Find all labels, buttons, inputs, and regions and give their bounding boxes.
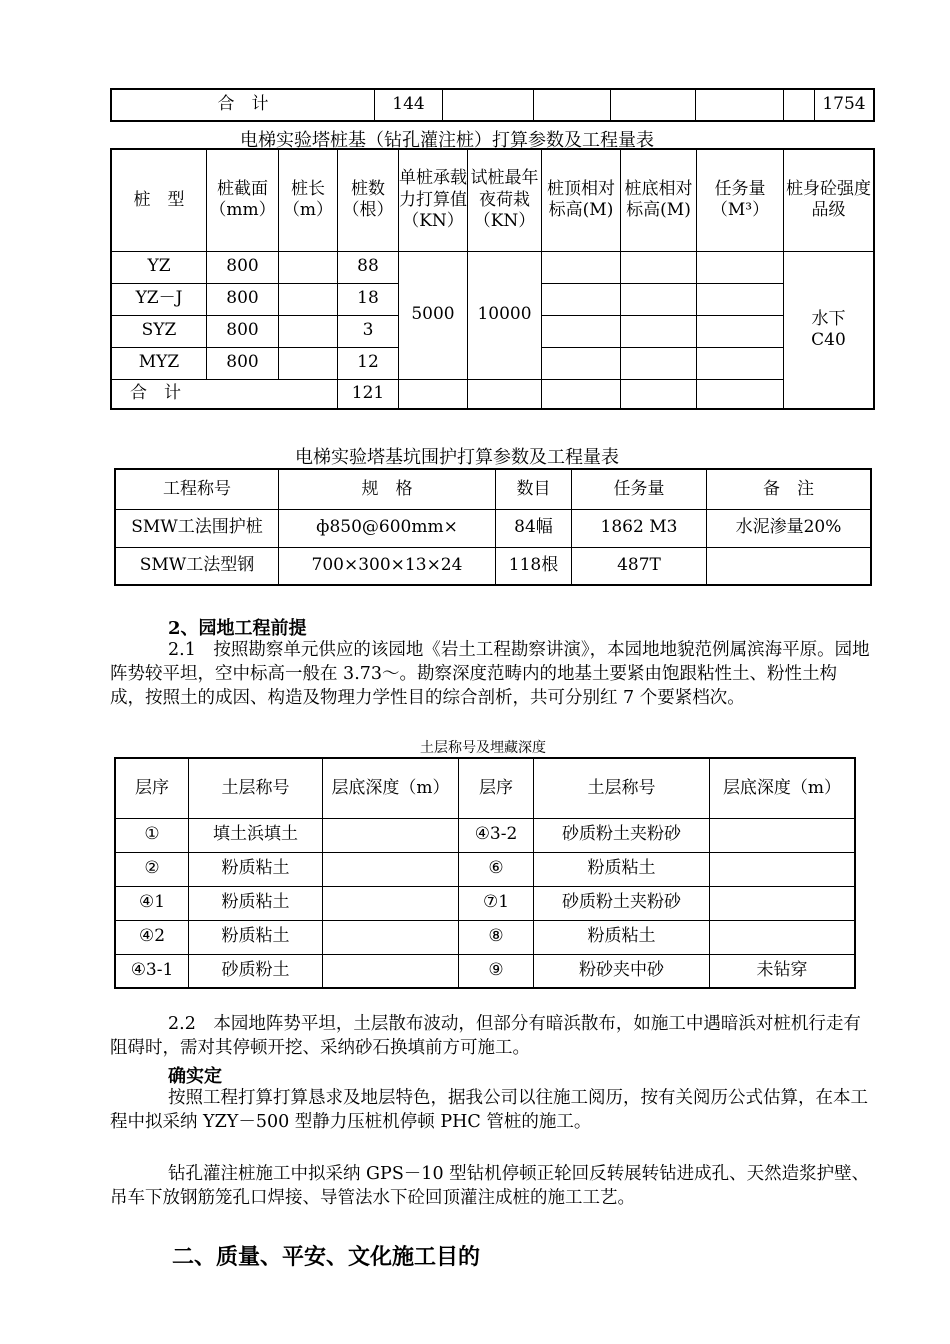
cell: 800 [207, 347, 279, 379]
cell [697, 347, 784, 379]
cell: 800 [207, 251, 279, 283]
retaining-table [114, 468, 872, 586]
cell: 粉质粘土 [534, 920, 710, 954]
cell [443, 89, 534, 121]
cell: 填土浜填土 [189, 818, 323, 852]
cell [542, 283, 621, 315]
cell: 1754 [815, 89, 875, 121]
cell: ④3-2 [459, 818, 534, 852]
paragraph: 钻孔灌注桩施工中拟采纳 GPS－10 型钻机停顿正轮回反转展转钻进成孔、天然造浆护壁、吊车下放钢筋笼孔口焊接、导管法水下砼回顶灌注成桩的施工工艺。 [110, 1164, 870, 1208]
cell [621, 315, 697, 347]
cell: 粉质粘土 [189, 852, 323, 886]
cell: SYZ [111, 315, 207, 347]
cell: SMW工法型钢 [115, 547, 279, 585]
paragraph: 2.1 按照勘察单元供应的该园地《岩土工程勘察讲演》，本园地地貌范例属滨海平原。园地阵势较平坦，空中标高一般在 3.73～。勘察深度范畴内的地基土要紧由饱跟粘性土、粉性土构成，按照土的成因、构造及物理力学性目的综合剖析，共可分别红 7 个要紧档次。 [110, 640, 870, 708]
cell: 砂质粉土夹粉砂 [534, 886, 710, 920]
cell: YZ [111, 251, 207, 283]
cell [697, 379, 784, 409]
header-cell: 数目 [496, 469, 572, 509]
cell: ④3-1 [115, 954, 189, 988]
cell: 3 [338, 315, 399, 347]
cell: ④1 [115, 886, 189, 920]
cell [542, 251, 621, 283]
cell: 487T [572, 547, 707, 585]
cell [323, 818, 459, 852]
cell [323, 886, 459, 920]
cell: ④2 [115, 920, 189, 954]
header-cell: 层序 [459, 758, 534, 818]
cell: 粉质粘土 [189, 886, 323, 920]
cell: YZ－J [111, 283, 207, 315]
header-cell: 土层称号 [534, 758, 710, 818]
cell: 84幅 [496, 509, 572, 547]
cell [621, 251, 697, 283]
total-label-cell: 合 计 [111, 379, 338, 409]
paragraph: 按照工程打算打算恳求及地层特色，据我公司以往施工阅历，按有关阅历公式估算，在本工程中拟采纳 YZY－500 型静力压桩机停顿 PHC 管桩的施工。 [110, 1088, 868, 1132]
cell: MYZ [111, 347, 207, 379]
cell: 粉砂夹中砂 [534, 954, 710, 988]
cell [323, 852, 459, 886]
cell: 88 [338, 251, 399, 283]
cell: 1862 M3 [572, 509, 707, 547]
header-cell: 桩截面（mm） [207, 149, 279, 251]
header-cell: 单桩承载力打算值（KN） [399, 149, 468, 251]
pile-parameter-table [110, 148, 875, 410]
cell: 800 [207, 283, 279, 315]
cell: ф850@600mm× [279, 509, 496, 547]
cell [279, 251, 338, 283]
cell: 700×300×13×24 [279, 547, 496, 585]
cell: ⑧ [459, 920, 534, 954]
cell: ⑨ [459, 954, 534, 988]
cell: 粉质粘土 [189, 920, 323, 954]
header-cell: 层底深度（m） [710, 758, 856, 818]
cell [323, 920, 459, 954]
cell: SMW工法围护桩 [115, 509, 279, 547]
cell [323, 954, 459, 988]
cell: 砂质粉土 [189, 954, 323, 988]
test-load-cell: 10000 [468, 251, 542, 379]
total-count-cell: 121 [338, 379, 399, 409]
header-cell: 备 注 [707, 469, 872, 509]
summary-total-table [110, 88, 875, 122]
header-cell: 桩顶相对标高(M) [542, 149, 621, 251]
cell [710, 886, 856, 920]
cell: ⑥ [459, 852, 534, 886]
header-cell: 桩底相对标高(M) [621, 149, 697, 251]
cell [611, 89, 696, 121]
header-cell: 规 格 [279, 469, 496, 509]
cell [697, 251, 784, 283]
cell [696, 89, 784, 121]
table-caption: 电梯实验塔桩基（钻孔灌注桩）打算参数及工程量表 [240, 130, 654, 151]
cell [707, 547, 872, 585]
header-cell: 任务量（M³） [697, 149, 784, 251]
cell [621, 379, 697, 409]
capacity-cell: 5000 [399, 251, 468, 379]
cell: 合 计 [111, 89, 375, 121]
table-caption: 土层称号及埋藏深度 [420, 740, 546, 756]
table-caption: 电梯实验塔基坑围护打算参数及工程量表 [295, 447, 619, 468]
cell [468, 379, 542, 409]
cell: ⑦1 [459, 886, 534, 920]
header-cell: 桩数（根） [338, 149, 399, 251]
cell: 18 [338, 283, 399, 315]
header-cell: 层底深度（m） [323, 758, 459, 818]
strength-cell: 水下C40 [784, 251, 875, 409]
cell: 未钻穿 [710, 954, 856, 988]
cell: 水泥渗量20% [707, 509, 872, 547]
section-heading: 确实定 [168, 1066, 222, 1087]
cell [697, 315, 784, 347]
header-cell: 土层称号 [189, 758, 323, 818]
cell [279, 315, 338, 347]
cell [534, 89, 611, 121]
cell [279, 283, 338, 315]
header-cell: 工程称号 [115, 469, 279, 509]
cell [279, 347, 338, 379]
section-heading: 2、园地工程前提 [168, 618, 307, 639]
cell: ① [115, 818, 189, 852]
cell: 粉质粘土 [534, 852, 710, 886]
header-cell: 任务量 [572, 469, 707, 509]
cell [784, 89, 815, 121]
header-cell: 桩长（m） [279, 149, 338, 251]
cell [399, 379, 468, 409]
cell [542, 315, 621, 347]
soil-layer-table [114, 757, 856, 989]
header-cell: 层序 [115, 758, 189, 818]
cell [710, 818, 856, 852]
cell: 砂质粉土夹粉砂 [534, 818, 710, 852]
header-cell: 桩 型 [111, 149, 207, 251]
cell [710, 920, 856, 954]
header-cell: 桩身砼强度品级 [784, 149, 875, 251]
cell [697, 283, 784, 315]
cell: 118根 [496, 547, 572, 585]
cell [621, 347, 697, 379]
cell [542, 379, 621, 409]
cell [710, 852, 856, 886]
cell [621, 283, 697, 315]
cell: 12 [338, 347, 399, 379]
cell: 144 [375, 89, 443, 121]
cell: 800 [207, 315, 279, 347]
chapter-heading: 二、质量、平安、文化施工目的 [172, 1244, 481, 1270]
cell [542, 347, 621, 379]
header-cell: 试桩最年夜荷栽（KN） [468, 149, 542, 251]
paragraph: 2.2 本园地阵势平坦，土层散布波动，但部分有暗浜散布，如施工中遇暗浜对桩机行走有阻碍时，需对其停顿开挖、采纳砂石换填前方可施工。 [110, 1014, 861, 1058]
cell: ② [115, 852, 189, 886]
